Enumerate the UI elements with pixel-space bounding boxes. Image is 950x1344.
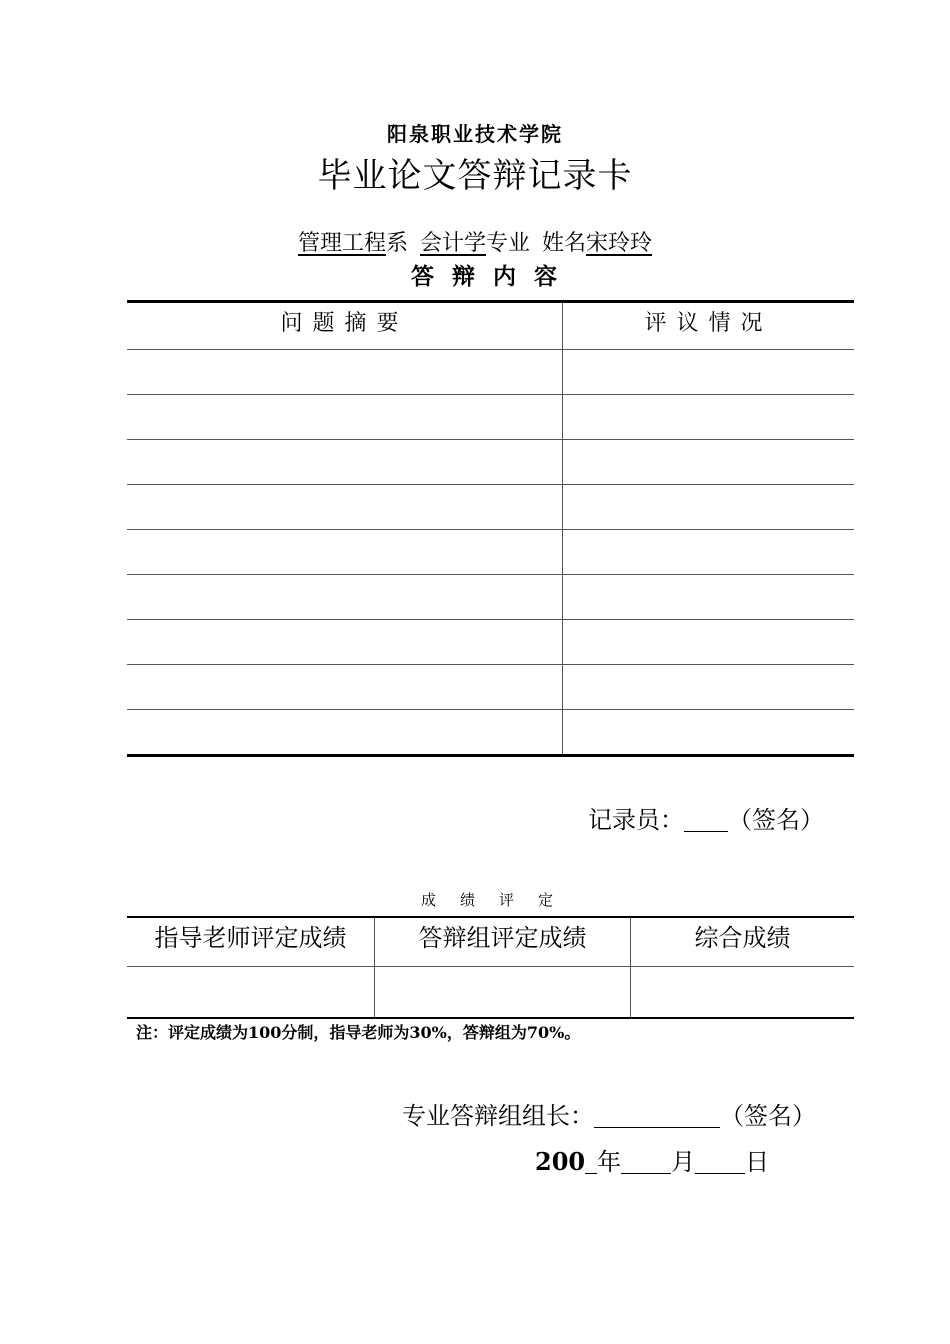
table-row — [127, 349, 854, 394]
month-blank[interactable] — [621, 1149, 671, 1174]
major-suffix: 专业 — [486, 231, 531, 256]
question-summary-header: 问题摘要 — [127, 303, 563, 349]
comment-cell[interactable] — [563, 575, 854, 619]
year-blank[interactable] — [585, 1149, 597, 1174]
comment-cell[interactable] — [563, 665, 854, 709]
committee-grade-header: 答辩组评定成绩 — [375, 918, 631, 966]
comment-cell[interactable] — [563, 485, 854, 529]
leader-signature — [402, 1096, 816, 1131]
question-cell[interactable] — [127, 440, 563, 484]
table-row — [127, 619, 854, 664]
comment-cell[interactable] — [563, 710, 854, 754]
comment-cell[interactable] — [563, 395, 854, 439]
grading-value-row — [127, 967, 854, 1017]
department-value: 管理工程 — [297, 231, 386, 256]
question-cell[interactable] — [127, 575, 563, 619]
day-blank[interactable] — [695, 1149, 745, 1174]
advisor-grade-header: 指导老师评定成绩 — [127, 918, 375, 966]
year-label: 年 — [597, 1148, 622, 1176]
student-name: 宋玲玲 — [586, 231, 653, 256]
table-row — [127, 574, 854, 619]
table-row — [127, 709, 854, 754]
major-value: 会计学 — [419, 231, 486, 256]
recorder-label: 记录员： — [588, 806, 684, 834]
year-prefix: 200 — [535, 1147, 586, 1176]
leader-sign-note: （签名） — [720, 1102, 816, 1130]
grading-table — [127, 916, 854, 1019]
question-cell[interactable] — [127, 350, 563, 394]
table-row — [127, 484, 854, 529]
leader-label: 专业答辩组组长： — [402, 1102, 594, 1130]
question-cell[interactable] — [127, 485, 563, 529]
department-suffix: 系 — [385, 231, 408, 256]
comment-cell[interactable] — [563, 440, 854, 484]
month-label: 月 — [671, 1148, 696, 1176]
day-label: 日 — [745, 1148, 770, 1176]
defense-header-row — [127, 303, 854, 349]
name-label: 姓名 — [542, 231, 587, 256]
comment-cell[interactable] — [563, 620, 854, 664]
question-cell[interactable] — [127, 395, 563, 439]
recorder-sign-note: （签名） — [728, 806, 824, 834]
table-row — [127, 439, 854, 484]
defense-table — [127, 300, 854, 757]
comment-cell[interactable] — [563, 350, 854, 394]
advisor-grade-cell[interactable] — [127, 967, 375, 1017]
school-name: 阳泉职业技术学院 — [387, 122, 563, 146]
committee-grade-cell[interactable] — [375, 967, 631, 1017]
recorder-signature-blank[interactable] — [684, 807, 728, 832]
question-cell[interactable] — [127, 710, 563, 754]
question-cell[interactable] — [127, 530, 563, 574]
table-row — [127, 664, 854, 709]
comment-cell[interactable] — [563, 530, 854, 574]
leader-signature-blank[interactable] — [594, 1103, 720, 1128]
table-row — [127, 529, 854, 574]
table-row — [127, 394, 854, 439]
question-cell[interactable] — [127, 620, 563, 664]
overall-grade-header: 综合成绩 — [694, 924, 791, 952]
defense-section-title: 答辩内容 — [411, 263, 575, 290]
grading-note: 注：评定成绩为100分制，指导老师为30%，答辩组为70%。 — [136, 1023, 581, 1042]
grading-section-title: 成绩评定 — [420, 891, 577, 909]
comment-header: 评议情况 — [644, 311, 773, 336]
recorder-signature — [588, 800, 824, 835]
student-info — [0, 226, 950, 257]
grading-header-row — [127, 918, 854, 967]
form-title: 毕业论文答辩记录卡 — [317, 156, 633, 196]
date-line — [535, 1142, 769, 1177]
overall-grade-cell[interactable] — [631, 967, 854, 1017]
question-cell[interactable] — [127, 665, 563, 709]
